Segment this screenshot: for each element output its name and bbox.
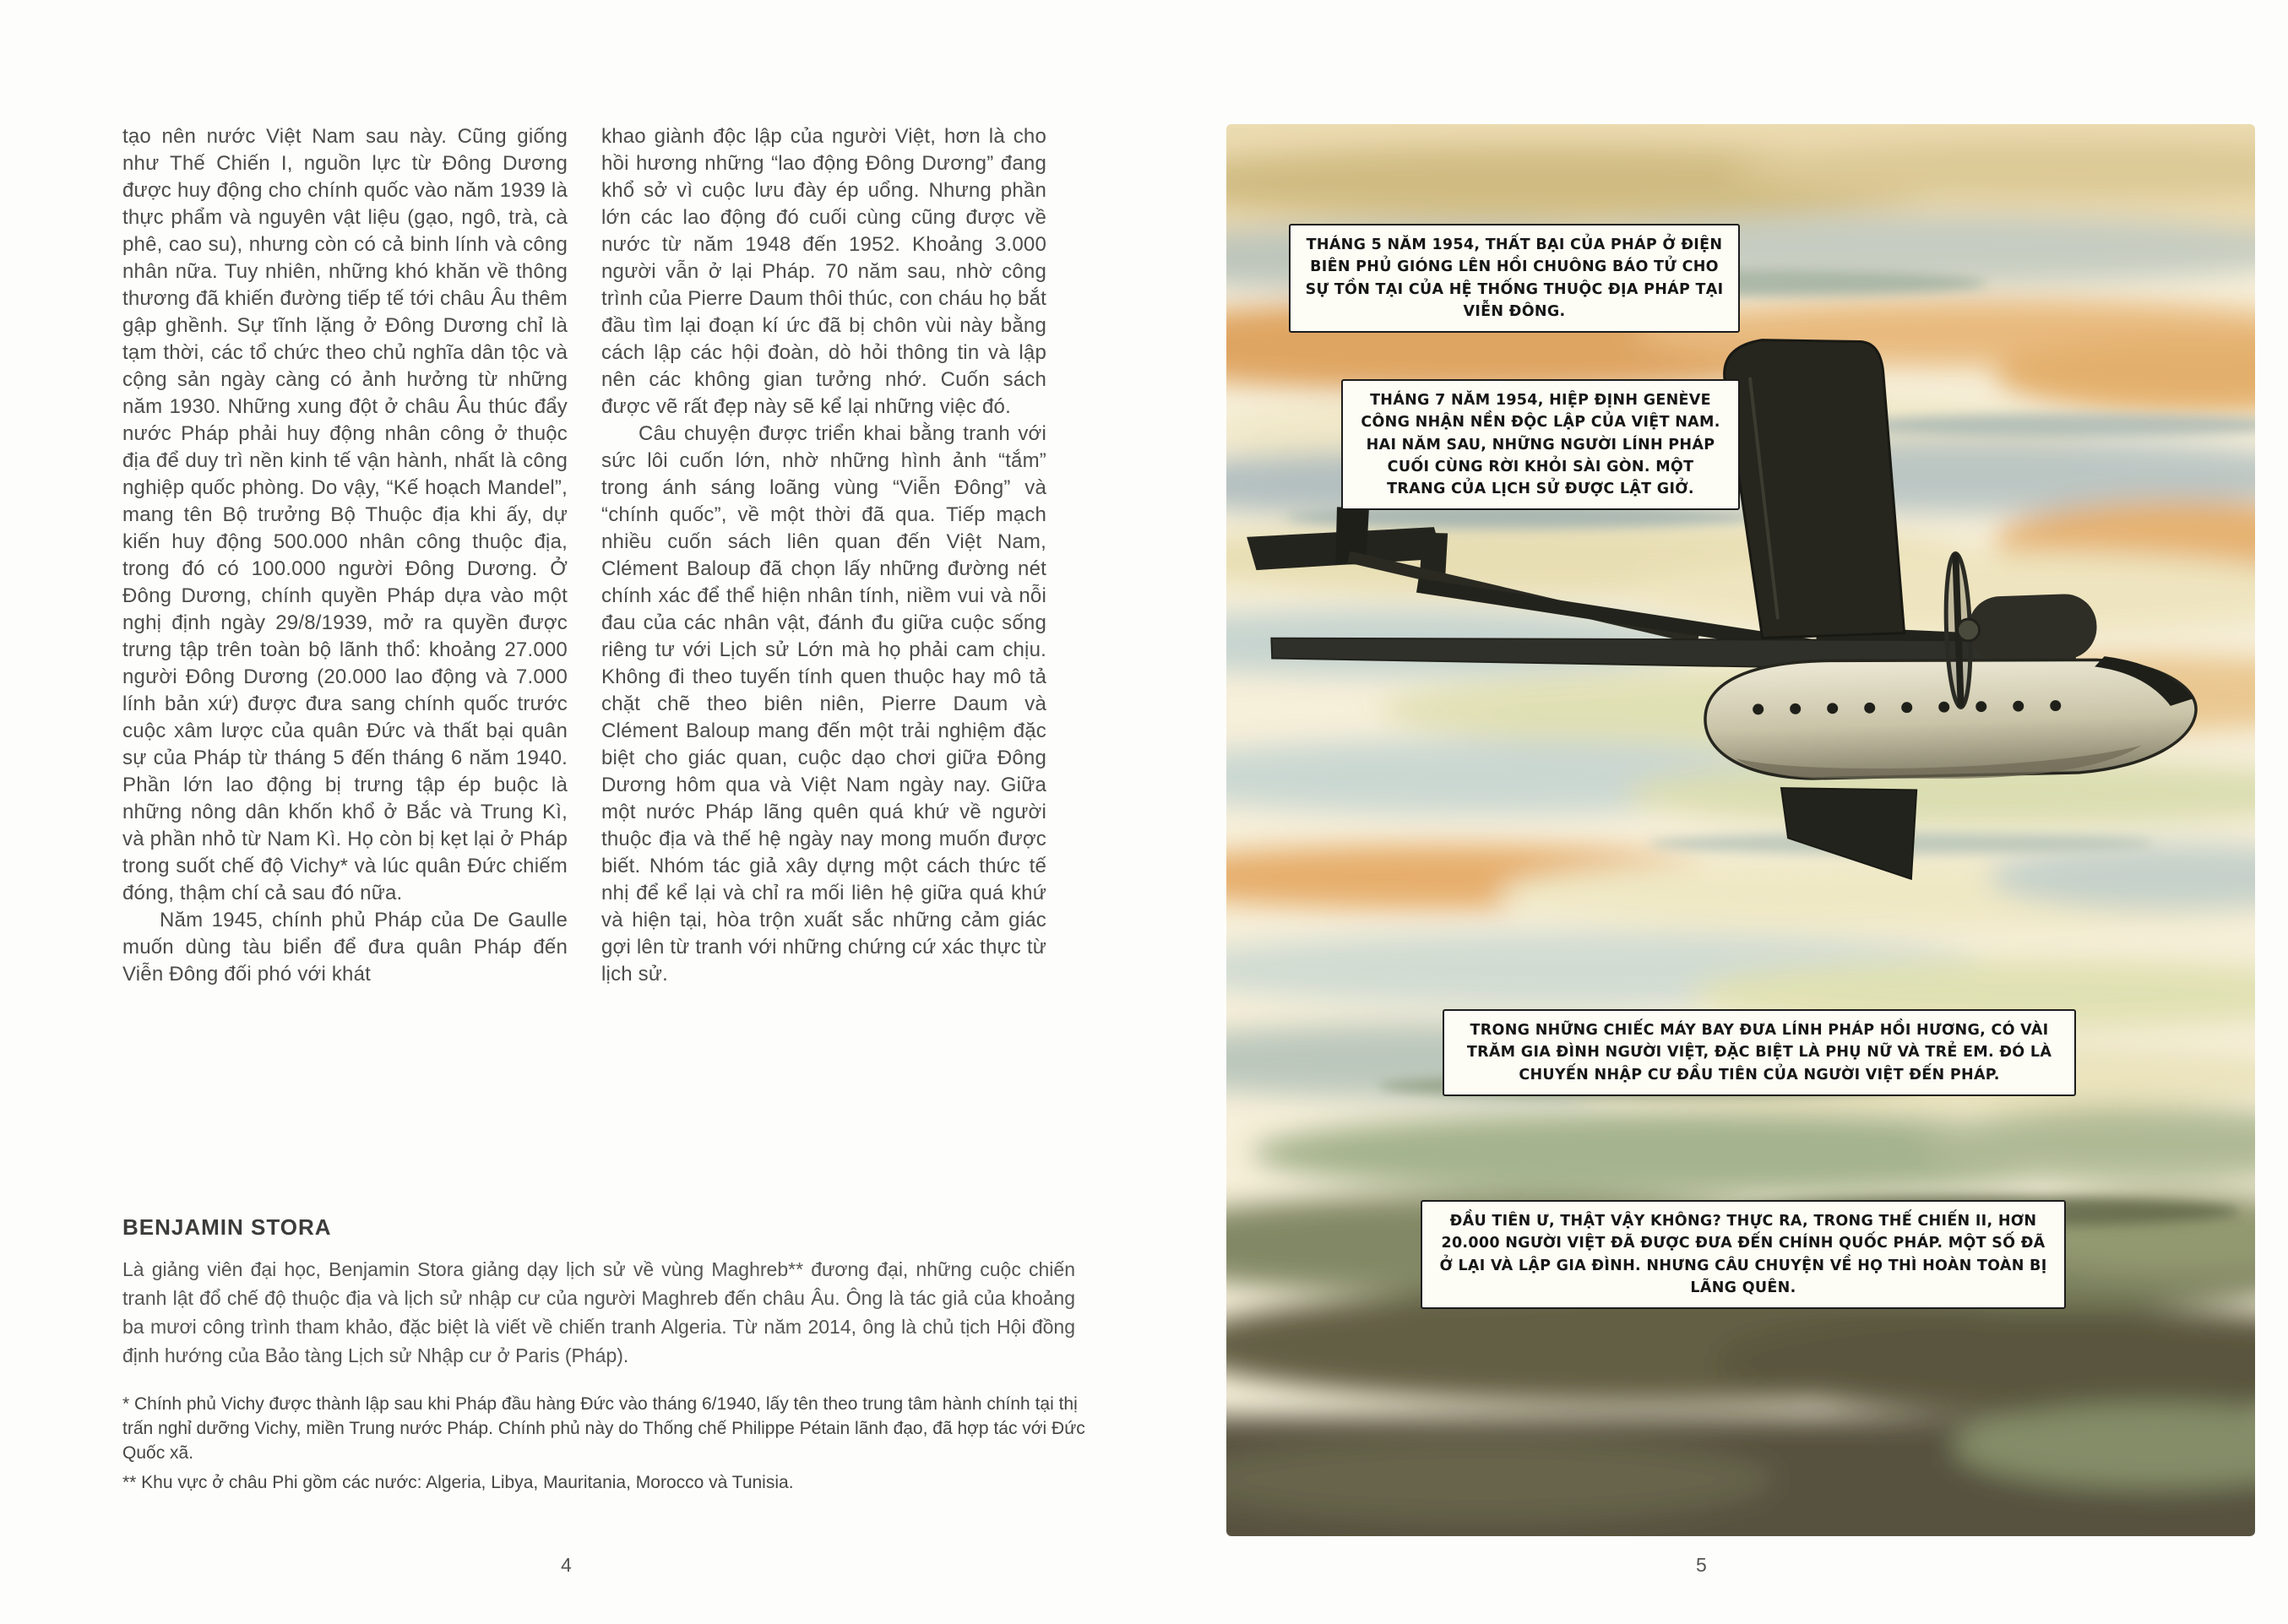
caption-box-4	[1421, 1200, 2066, 1309]
watercolor-sky	[1226, 124, 2255, 1536]
section-heading: BENJAMIN STORA	[122, 1214, 332, 1240]
author-bio: Là giảng viên đại học, Benjamin Stora giảng dạy lịch sử về vùng Maghreb** đương đại, những cuộc chiến tranh lật đổ chế độ thuộc địa và lịch sử nhập cư của người Maghreb đến châu Âu. Ông là tác giả của khoảng ba mươi công trình tham khảo, đặc biệt là viết về chiến tranh Algeria. Từ năm 2014, ông là chủ tịch Hội đồng định hướng của Bảo tàng Lịch sử Nhập cư ở Paris (Pháp).	[122, 1258, 1075, 1366]
caption-text: TRONG NHỮNG CHIẾC MÁY BAY ĐƯA LÍNH PHÁP HỒI HƯƠNG, CÓ VÀI TRĂM GIA ĐÌNH NGƯỜI VIỆT, ĐẶC BIỆT LÀ PHỤ NỮ VÀ TRẺ EM. ĐÓ LÀ CHUYẾN NHẬP CƯ ĐẦU TIÊN CỦA NGƯỜI VIỆT ĐẾN PHÁP.	[1466, 1022, 2052, 1084]
body-paragraph: Câu chuyện được triển khai bằng tranh với sức lôi cuốn lớn, nhờ những hình ảnh “tắm” trong ánh sáng loãng vùng “Viễn Đông” và “chính quốc”, về một thời đã qua. Tiếp mạch nhiều cuốn sách liên quan đến Việt Nam, Clément Baloup đã chọn lấy những đường nét chính xác để thể hiện nhân tính, niềm vui và nỗi đau của các nhân vật, đánh đu giữa cuộc sống riêng tư với Lịch sử Lớn mà họ phải cam chịu. Không đi theo tuyến tính quen thuộc hay mô tả chặt chẽ theo biên niên, Pierre Daum và Clément Baloup mang đến một trải nghiệm đặc biệt cho giác quan, cuộc dạo chơi giữa Đông Dương hôm qua và Việt Nam ngày nay. Giữa một nước Pháp lãng quên quá khứ về người thuộc địa và thế hệ ngày nay mong muốn được biết. Nhóm tác giả xây dựng một cách thức tế nhị để kể lại và chỉ ra mối liên hệ giữa quá khứ và hiện tại, hòa trộn xuất sắc những cảm giác gợi lên từ tranh với những chứng cứ xác thực từ lịch sử.	[601, 422, 1046, 986]
caption-box-1	[1289, 224, 1740, 333]
body-paragraph: khao giành độc lập của người Việt, hơn là cho hồi hương những “lao động Đông Dương” đang khổ sở vì cuộc lưu đày ép uổng. Nhưng phần lớn các lao động đó cuối cùng cũng được về nước từ năm 1948 đến 1952. Khoảng 3.000 người vẫn ở lại Pháp. 70 năm sau, nhờ công trình của Pierre Daum thôi thúc, con cháu họ bắt đầu tìm lại đoạn kí ức đã bị chôn vùi này bằng cách lập các hội đoàn, dò hỏi thông tin và lập nên các không gian tưởng nhớ. Cuốn sách được vẽ rất đẹp này sẽ kể lại những việc đó.	[601, 125, 1046, 418]
page-number-left: 4	[561, 1554, 572, 1576]
footnotes	[122, 1392, 1094, 1500]
comic-panel	[1226, 124, 2255, 1536]
caption-box-3	[1443, 1009, 2076, 1096]
page-number-right: 5	[1696, 1554, 1707, 1576]
text-column-1	[122, 123, 568, 988]
caption-text: THÁNG 7 NĂM 1954, HIỆP ĐỊNH GENÈVE CÔNG NHẬN NỀN ĐỘC LẬP CỦA VIỆT NAM. HAI NĂM SAU, NHỮNG NGƯỜI LÍNH PHÁP CUỐI CÙNG RỜI KHỎI SÀI GÒN. MỘT TRANG CỦA LỊCH SỬ ĐƯỢC LẬT GIỞ.	[1361, 392, 1720, 497]
footnote: * Chính phủ Vichy được thành lập sau khi Pháp đầu hàng Đức vào tháng 6/1940, lấy tên theo trung tâm hành chính tại thị trấn nghỉ dưỡng Vichy, miền Trung nước Pháp. Chính phủ này do Thống chế Philippe Pétain lãnh đạo, đã hợp tác với Đức Quốc xã.	[122, 1394, 1085, 1463]
footnote: ** Khu vực ở châu Phi gồm các nước: Algeria, Libya, Mauritania, Morocco và Tunisia.	[122, 1473, 794, 1492]
body-paragraph: tạo nên nước Việt Nam sau này. Cũng giống như Thế Chiến I, nguồn lực từ Đông Dương được huy động cho chính quốc vào năm 1939 là thực phẩm và nguyên vật liệu (gạo, ngô, trà, cà phê, cao su), nhưng còn có cả binh lính và công nhân nữa. Tuy nhiên, những khó khăn về thông thương đã khiến đường tiếp tế tới châu Âu thêm gập ghềnh. Sự tĩnh lặng ở Đông Dương chỉ là tạm thời, các tổ chức theo chủ nghĩa dân tộc và cộng sản ngày càng có ảnh hưởng từ những năm 1930. Những xung đột ở châu Âu thúc đẩy nước Pháp phải huy động nhân công ở thuộc địa để duy trì nền kinh tế vận hành, nhất là công nghiệp quốc phòng. Do vậy, “Kế hoạch Mandel”, mang tên Bộ trưởng Bộ Thuộc địa khi ấy, dự kiến huy động 500.000 nhân công thuộc địa, trong đó có 100.000 người Đông Dương. Ở Đông Dương, chính quyền Pháp dựa vào một nghị định ngày 29/8/1939, mở ra quyền được trưng tập trên toàn bộ lãnh thổ: khoảng 27.000 người Đông Dương (20.000 lao động và 7.000 lính bản xứ) được đưa sang chính quốc trước cuộc xâm lược của quân Đức và thất bại quân sự của Pháp từ tháng 5 đến tháng 6 năm 1940. Phần lớn lao động bị trưng tập ép buộc là những nông dân khốn khổ ở Bắc và Trung Kì, và phần nhỏ từ Nam Kì. Họ còn bị kẹt lại ở Pháp trong suốt chế độ Vichy* và lúc quân Đức chiếm đóng, thậm chí cả sau đó nữa.	[122, 125, 568, 904]
caption-text: ĐẦU TIÊN Ư, THẬT VẬY KHÔNG? THỰC RA, TRONG THẾ CHIẾN II, HƠN 20.000 NGƯỜI VIỆT ĐÃ ĐƯỢC ĐƯA ĐẾN CHÍNH QUỐC PHÁP. MỘT SỐ ĐÃ Ở LẠI VÀ LẬP GIA ĐÌNH. NHƯNG CÂU CHUYỆN VỀ HỌ THÌ HOÀN TOÀN BỊ LÃNG QUÊN.	[1439, 1213, 2047, 1296]
caption-box-2	[1341, 379, 1740, 510]
body-paragraph: Năm 1945, chính phủ Pháp của De Gaulle muốn dùng tàu biển để đưa quân Pháp đến Viễn Đông đối phó với khát	[122, 909, 568, 986]
caption-text: THÁNG 5 NĂM 1954, THẤT BẠI CỦA PHÁP Ở ĐIỆN BIÊN PHỦ GIÓNG LÊN HỒI CHUÔNG BÁO TỬ CHO SỰ TỒN TẠI CỦA HỆ THỐNG THUỘC ĐỊA PHÁP TẠI VIỄN ĐÔNG.	[1305, 236, 1724, 320]
text-column-2	[601, 123, 1046, 988]
